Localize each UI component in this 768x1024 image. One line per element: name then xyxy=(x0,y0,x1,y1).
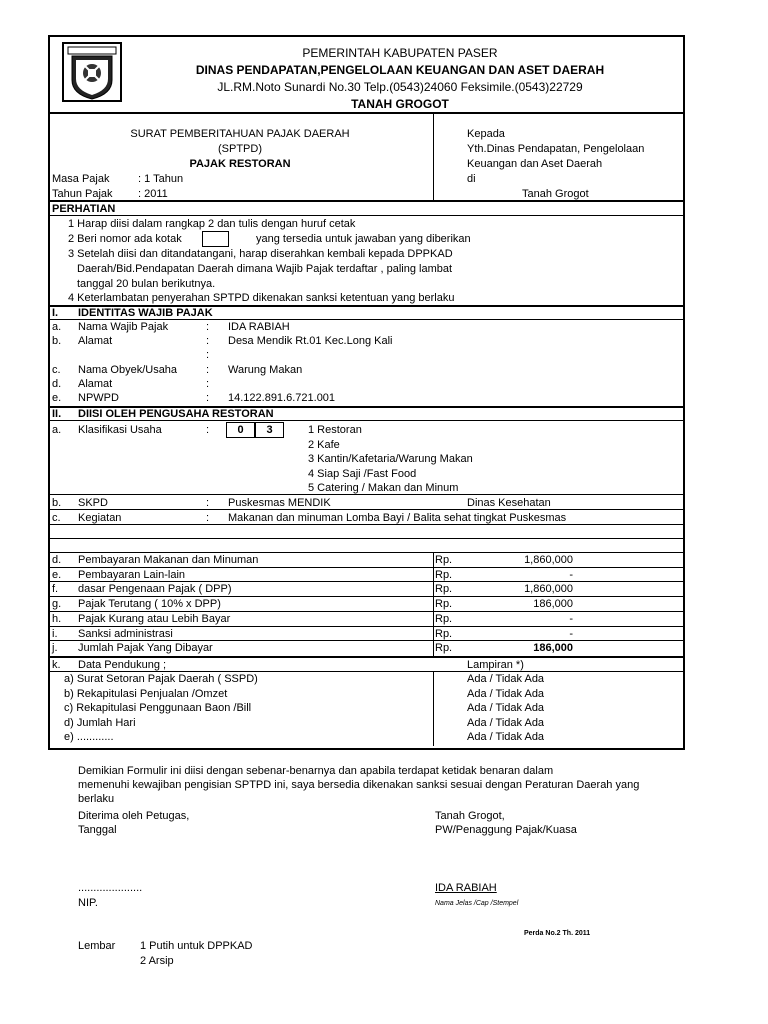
perhatian-item-3: 3 Setelah diisi dan ditandatangani, harap diserahkan kembali kepada DPPKAD xyxy=(68,248,453,260)
supporting-doc-label: e) ............ xyxy=(64,731,114,744)
payment-letter: j. xyxy=(52,642,58,655)
payment-row-line xyxy=(48,626,683,627)
payment-amount: 1,860,000 xyxy=(524,583,573,596)
identity-value: Desa Mendik Rt.01 Kec.Long Kali xyxy=(228,335,393,348)
payment-label: Pajak Kurang atau Lebih Bayar xyxy=(78,612,231,625)
identity-letter: c. xyxy=(52,363,61,376)
identity-value: 14.122.891.6.721.001 xyxy=(228,392,336,404)
sig-nip-label: NIP. xyxy=(78,897,98,909)
sig-taxpayer-name: IDA RABIAH xyxy=(435,882,497,894)
section-2-heading: DIISI OLEH PENGUSAHA RESTORAN xyxy=(78,408,274,420)
kepada-di: di xyxy=(467,173,476,185)
payment-label: dasar Pengenaan Pajak ( DPP) xyxy=(78,583,232,596)
kegiatan-colon: : xyxy=(206,512,210,524)
identity-label: Nama Obyek/Usaha xyxy=(78,363,178,376)
kepada-line3: Keuangan dan Aset Daerah xyxy=(467,158,603,170)
identity-colon: : xyxy=(206,321,210,333)
header-city: TANAH GROGOT xyxy=(351,97,449,111)
payment-amount: 186,000 xyxy=(533,598,573,611)
sig-taxpayer-role: PW/Penaggung Pajak/Kuasa xyxy=(435,824,577,836)
sig-place: Tanah Grogot, xyxy=(435,810,505,822)
form-subtitle: PAJAK RESTORAN xyxy=(189,158,291,170)
klasifikasi-option: 3 Kantin/Kafetaria/Warung Makan xyxy=(308,453,473,465)
supporting-doc-status: Ada / Tidak Ada xyxy=(467,687,545,700)
supporting-doc-status: Ada / Tidak Ada xyxy=(467,716,545,729)
sig-date-label: Tanggal xyxy=(78,824,117,836)
tahun-pajak-label: Tahun Pajak xyxy=(52,188,113,200)
skpd-dinas: Dinas Kesehatan xyxy=(467,497,551,509)
payment-letter: f. xyxy=(52,583,59,596)
klasifikasi-option: 1 Restoran xyxy=(308,424,362,436)
payment-letter: d. xyxy=(52,554,62,566)
payment-currency: Rp. xyxy=(435,598,453,611)
tahun-pajak-value: : 2011 xyxy=(138,188,168,200)
supporting-doc-status: Ada / Tidak Ada xyxy=(467,702,545,715)
identity-colon: : xyxy=(206,392,210,404)
payment-letter: e. xyxy=(52,568,62,581)
lembar-label: Lembar xyxy=(78,940,116,952)
klasifikasi-letter: a. xyxy=(52,424,62,436)
header-line1: PEMERINTAH KABUPATEN PASER xyxy=(302,46,498,60)
masa-pajak-label: Masa Pajak xyxy=(52,173,110,185)
payment-row-line xyxy=(48,567,683,568)
kegiatan-letter: c. xyxy=(52,512,61,524)
example-number-box xyxy=(202,231,229,247)
header-agency: DINAS PENDAPATAN,PENGELOLAAN KEUANGAN DAN ASET DAERAH xyxy=(195,63,605,77)
skpd-label: SKPD xyxy=(78,497,108,509)
kegiatan-label: Kegiatan xyxy=(78,512,122,524)
klasifikasi-label: Klasifikasi Usaha xyxy=(78,424,162,436)
supporting-doc-label: a) Surat Setoran Pajak Daerah ( SSPD) xyxy=(64,673,258,685)
supporting-doc-label: b) Rekapitulasi Penjualan /Omzet xyxy=(64,687,228,700)
supporting-doc-label: d) Jumlah Hari xyxy=(64,716,136,729)
sig-received-label: Diterima oleh Petugas, xyxy=(78,810,190,822)
declaration-line3: berlaku xyxy=(78,793,115,805)
identity-letter: a. xyxy=(52,321,62,333)
perhatian-item-1: 1 Harap diisi dalam rangkap 2 dan tulis dengan huruf cetak xyxy=(68,218,356,230)
payment-amount: 1,860,000 xyxy=(524,554,573,566)
declaration-line1: Demikian Formulir ini diisi dengan sebenar-benarnya dan apabila terdapat ketidak benaran dalam xyxy=(78,765,554,777)
payment-letter: g. xyxy=(52,598,62,611)
klasifikasi-colon: : xyxy=(206,424,210,436)
identity-label: Alamat xyxy=(78,377,113,390)
klasifikasi-option: 4 Siap Saji /Fast Food xyxy=(308,467,417,480)
payment-row-line xyxy=(48,611,683,612)
payment-currency: Rp. xyxy=(435,627,453,640)
skpd-value: Puskesmas MENDIK xyxy=(228,497,331,509)
payment-currency: Rp. xyxy=(435,583,453,596)
kepada-line2: Yth.Dinas Pendapatan, Pengelolaan xyxy=(467,143,645,155)
payment-letter: h. xyxy=(52,612,62,625)
copy-2: 2 Arsip xyxy=(140,955,174,967)
skpd-colon: : xyxy=(206,497,210,509)
identity-colon: : xyxy=(206,363,210,376)
perhatian-item-4: 4 Keterlambatan penyerahan SPTPD dikenakan sanksi ketentuan yang berlaku xyxy=(68,292,455,304)
payment-letter: i. xyxy=(52,627,58,640)
payment-amount: 186,000 xyxy=(533,642,573,655)
klasifikasi-code-box-1: 0 xyxy=(226,422,255,438)
perda-reference: Perda No.2 Th. 2011 xyxy=(524,930,591,937)
payment-currency: Rp. xyxy=(435,568,453,581)
perhatian-item-2b: yang tersedia untuk jawaban yang diberikan xyxy=(256,233,471,245)
skpd-letter: b. xyxy=(52,497,62,509)
payment-currency: Rp. xyxy=(435,554,453,566)
section-2-number: II. xyxy=(52,408,62,420)
identity-value: Warung Makan xyxy=(228,363,303,376)
payment-amount: - xyxy=(569,612,573,625)
payment-currency: Rp. xyxy=(435,612,453,625)
supporting-doc-status: Ada / Tidak Ada xyxy=(467,673,545,685)
identity-label: NPWPD xyxy=(78,392,119,404)
payment-row-line xyxy=(48,640,683,641)
identity-colon: : xyxy=(206,335,210,348)
payment-label: Pembayaran Lain-lain xyxy=(78,568,186,581)
payment-row-line xyxy=(48,596,683,597)
pendukung-letter: k. xyxy=(52,659,61,671)
payment-label: Pembayaran Makanan dan Minuman xyxy=(78,554,259,566)
payment-currency: Rp. xyxy=(435,642,453,655)
identity-label: Alamat xyxy=(78,335,113,348)
supporting-doc-status: Ada / Tidak Ada xyxy=(467,731,545,744)
klasifikasi-option: 2 Kafe xyxy=(308,438,340,451)
identity-value: IDA RABIAH xyxy=(228,321,290,333)
payment-label: Pajak Terutang ( 10% x DPP) xyxy=(78,598,221,611)
pendukung-label: Data Pendukung ; xyxy=(78,659,167,671)
perhatian-item-3c: tanggal 20 bulan berikutnya. xyxy=(77,278,216,290)
identity-letter: e. xyxy=(52,392,62,404)
payment-row-line xyxy=(48,581,683,582)
payment-amount: - xyxy=(569,568,573,581)
identity-colon: : xyxy=(206,377,210,390)
sig-name-note: Nama Jelas /Cap /Stempel xyxy=(435,900,519,907)
payment-label: Sanksi administrasi xyxy=(78,627,173,640)
section-1-heading: IDENTITAS WAJIB PAJAK xyxy=(78,307,213,319)
identity-letter: d. xyxy=(52,377,62,390)
form-title: SURAT PEMBERITAHUAN PAJAK DAERAH xyxy=(130,128,350,140)
perhatian-item-2: 2 Beri nomor ada kotak xyxy=(68,233,182,245)
form-code: (SPTPD) xyxy=(218,143,262,155)
payment-amount: - xyxy=(569,627,573,640)
identity-colon: : xyxy=(206,349,210,362)
kepada-label: Kepada xyxy=(467,128,505,140)
crest-logo xyxy=(62,42,122,102)
identity-letter: b. xyxy=(52,335,62,348)
klasifikasi-code-box-2: 3 xyxy=(255,422,284,438)
header-address: JL.RM.Noto Sunardi No.30 Telp.(0543)24060 Feksimile.(0543)22729 xyxy=(217,80,583,94)
perhatian-item-3b: Daerah/Bid.Pendapatan Daerah dimana Wajib Pajak terdaftar , paling lambat xyxy=(77,263,453,275)
perhatian-heading: PERHATIAN xyxy=(52,203,116,215)
kepada-city: Tanah Grogot xyxy=(522,188,589,200)
sig-officer-dots: ..................... xyxy=(78,882,143,894)
declaration-line2: memenuhi kewajiban pengisian SPTPD ini, saya bersedia dikenakan sanksi sesuai dengan Peraturan Daerah yang xyxy=(78,779,640,791)
klasifikasi-option: 5 Catering / Makan dan Minum xyxy=(308,482,459,494)
payment-label: Jumlah Pajak Yang Dibayar xyxy=(78,642,213,655)
kegiatan-value: Makanan dan minuman Lomba Bayi / Balita sehat tingkat Puskesmas xyxy=(228,512,567,524)
supporting-doc-label: c) Rekapitulasi Penggunaan Baon /Bill xyxy=(64,702,252,715)
copy-1: 1 Putih untuk DPPKAD xyxy=(140,940,253,952)
section-1-number: I. xyxy=(52,307,59,319)
masa-pajak-value: : 1 Tahun xyxy=(138,173,184,185)
lampiran-label: Lampiran *) xyxy=(467,659,524,671)
identity-label: Nama Wajib Pajak xyxy=(78,321,169,333)
